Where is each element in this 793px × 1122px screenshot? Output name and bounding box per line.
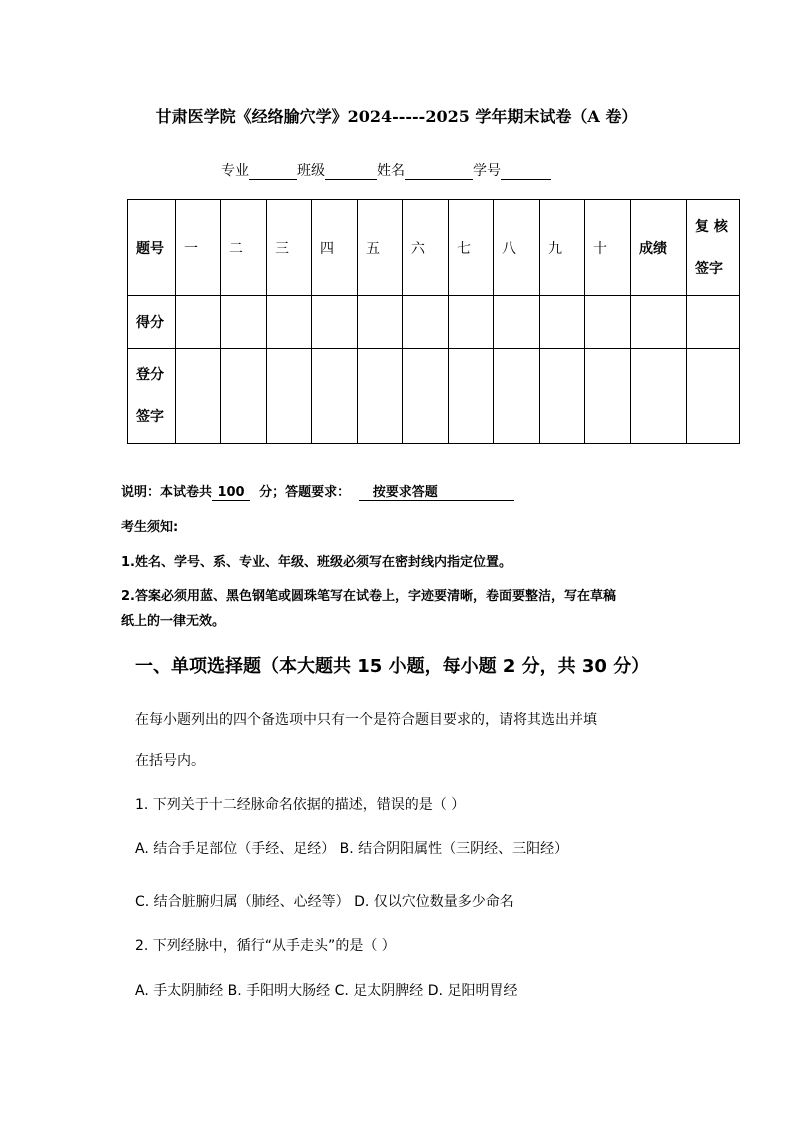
question-1: 1. 下列关于十二经脉命名依据的描述，错误的是（ ） (135, 797, 466, 813)
sign-cell[interactable] (494, 349, 540, 444)
row-label: 得分 (128, 296, 176, 349)
class-field[interactable] (325, 164, 377, 180)
header-cell: 六 (403, 200, 449, 296)
score-cell[interactable] (312, 296, 358, 349)
score-cell[interactable] (494, 296, 540, 349)
id-label: 学号 (473, 163, 501, 179)
table-row (128, 200, 740, 296)
sign-cell[interactable] (176, 349, 221, 444)
student-info-line (221, 160, 551, 180)
score-cell[interactable] (176, 296, 221, 349)
sign-cell[interactable] (585, 349, 631, 444)
question-2-options: A. 手太阴肺经 B. 手阳明大肠经 C. 足太阴脾经 D. 足阳明胃经 (135, 983, 518, 999)
major-field[interactable] (249, 164, 297, 180)
sign-cell[interactable] (267, 349, 312, 444)
header-cell: 二 (221, 200, 267, 296)
score-cell[interactable] (585, 296, 631, 349)
instructions-prefix: 说明：本试卷共 (121, 485, 213, 500)
header-cell: 题号 (128, 200, 176, 296)
exam-title: 甘肃医学院《经络腧穴学》2024-----2025 学年期末试卷（A 卷） (155, 107, 638, 126)
score-cell[interactable] (358, 296, 403, 349)
class-label: 班级 (297, 163, 325, 179)
score-cell[interactable] (221, 296, 267, 349)
header-cell: 十 (585, 200, 631, 296)
notice-item-2-line2: 纸上的一律无效。 (121, 614, 226, 629)
score-table (127, 199, 740, 444)
row-label-line2: 签字 (136, 409, 164, 425)
row-label-line1: 登分 (136, 367, 164, 383)
sign-cell[interactable] (540, 349, 585, 444)
sign-cell[interactable] (221, 349, 267, 444)
score-cell[interactable] (403, 296, 449, 349)
notice-item-2-line1: 2.答案必须用蓝、黑色钢笔或圆珠笔写在试卷上，字迹要清晰，卷面要整洁，写在草稿 (121, 589, 616, 604)
question-1-options-cd: C. 结合脏腑归属（肺经、心经等） D. 仅以穴位数量多少命名 (135, 894, 514, 910)
review-sign-line1: 复 核 (695, 218, 728, 235)
header-cell: 四 (312, 200, 358, 296)
instructions-line (121, 481, 514, 501)
score-cell[interactable] (540, 296, 585, 349)
instructions-mid: 分；答题要求： (259, 485, 351, 500)
header-cell: 五 (358, 200, 403, 296)
name-field[interactable] (405, 164, 473, 180)
name-label: 姓名 (377, 163, 405, 179)
answer-requirement-text: 按要求答题 (372, 485, 438, 500)
id-field[interactable] (501, 164, 551, 180)
major-label: 专业 (221, 163, 249, 179)
question-1-options-ab: A. 结合手足部位（手经、足经） B. 结合阴阳属性（三阴经、三阳经） (135, 841, 569, 857)
section-heading: 一、单项选择题（本大题共 15 小题，每小题 2 分，共 30 分） (135, 656, 650, 677)
section-description-line2: 在括号内。 (135, 753, 205, 769)
row-label (128, 349, 176, 444)
score-cell[interactable] (267, 296, 312, 349)
sign-cell[interactable] (631, 349, 687, 444)
score-cell[interactable] (631, 296, 687, 349)
header-cell: 一 (176, 200, 221, 296)
notice-item-1: 1.姓名、学号、系、专业、年级、班级必须写在密封线内指定位置。 (121, 555, 512, 570)
sign-cell[interactable] (358, 349, 403, 444)
score-cell[interactable] (687, 296, 740, 349)
review-sign-line2: 签字 (695, 260, 723, 277)
table-row (128, 349, 740, 444)
review-sign-cell (687, 200, 740, 296)
header-cell: 八 (494, 200, 540, 296)
answer-requirement (359, 481, 514, 501)
section-description-line1: 在每小题列出的四个备选项中只有一个是符合题目要求的，请将其选出并填 (135, 712, 597, 728)
header-cell: 成绩 (631, 200, 687, 296)
score-cell[interactable] (449, 296, 494, 349)
sign-cell[interactable] (312, 349, 358, 444)
question-2: 2. 下列经脉中，循行“从手走头”的是（ ） (135, 938, 396, 954)
sign-cell[interactable] (449, 349, 494, 444)
notice-title: 考生须知: (121, 520, 179, 535)
header-cell: 九 (540, 200, 585, 296)
total-score: 100 (212, 485, 250, 501)
sign-cell[interactable] (687, 349, 740, 444)
sign-cell[interactable] (403, 349, 449, 444)
header-cell: 七 (449, 200, 494, 296)
table-row (128, 296, 740, 349)
header-cell: 三 (267, 200, 312, 296)
